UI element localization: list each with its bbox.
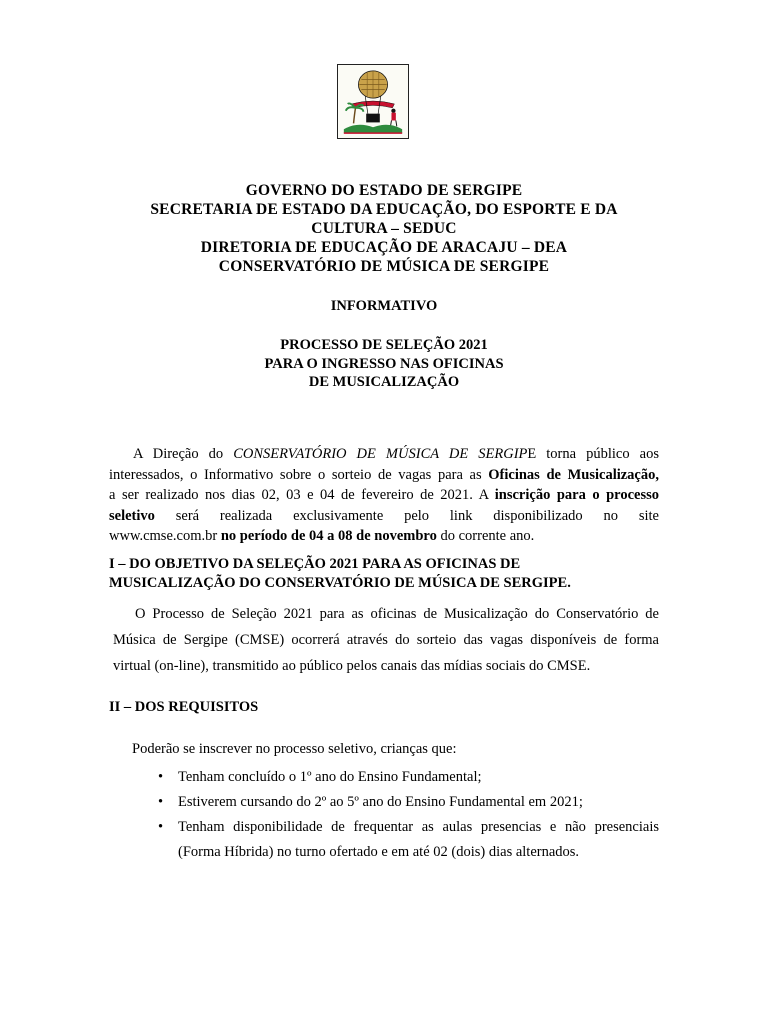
section-1-title (109, 555, 669, 592)
requirement-text: Tenham concluído o 1º ano do Ensino Fundamental; (178, 769, 482, 785)
section-1-paragraph (113, 601, 659, 679)
process-title-line-1: PROCESSO DE SELEÇÃO 2021 (280, 337, 488, 353)
document-type-title: INFORMATIVO (330, 298, 438, 314)
header-line-secretariat: SECRETARIA DE ESTADO DA EDUCAÇÃO, DO ESPORTE E DA (150, 201, 618, 218)
institution-header (0, 181, 768, 276)
list-item (158, 790, 659, 815)
intro-text: a ser realizado nos dias 02, 03 e 04 de fevereiro de 2021. A (109, 487, 495, 503)
conservatory-name-italic: CONSERVATÓRIO DE MÚSICA DE SERGIP (233, 446, 528, 462)
section-1-title-line-2: MUSICALIZAÇÃO DO CONSERVATÓRIO DE MÚSICA DE SERGIPE. (109, 574, 571, 591)
intro-line-2 (109, 465, 659, 486)
section-2-title: II – DOS REQUISITOS (109, 699, 259, 715)
process-title-line-2: PARA O INGRESSO NAS OFICINAS (264, 355, 504, 372)
header-line-government: GOVERNO DO ESTADO DE SERGIPE (245, 182, 523, 199)
intro-line-3 (109, 485, 659, 506)
requirements-list (158, 765, 659, 865)
intro-line-4 (109, 506, 659, 527)
registration-period-bold: no período de 04 a 08 de novembro (220, 528, 437, 544)
section-1-line-2: Música de Sergipe (CMSE) ocorrerá através do sorteio das vagas disponíveis de forma (113, 632, 659, 648)
intro-text: interessados, o Informativo sobre o sorteio de vagas para as (109, 466, 489, 483)
registration-bold-cont: seletivo (109, 507, 155, 524)
section-1-title-line-1: I – DO OBJETIVO DA SELEÇÃO 2021 PARA AS OFICINAS DE (109, 556, 521, 572)
intro-line-5 (109, 526, 659, 547)
section-1-line-3: virtual (on-line), transmitido ao público pelos canais das mídias sociais do CMSE. (113, 658, 591, 674)
intro-paragraph (109, 444, 659, 547)
intro-text: E torna público aos (527, 446, 659, 462)
intro-line-1 (109, 444, 659, 465)
site-url: www.cmse.com.br (109, 528, 221, 544)
bullet: • (158, 794, 164, 810)
bullet: • (158, 819, 164, 835)
conservatory-coat-of-arms (337, 64, 409, 139)
bullet: • (158, 769, 164, 785)
registration-bold: inscrição para o processo (494, 487, 659, 503)
header-line-conservatory: CONSERVATÓRIO DE MÚSICA DE SERGIPE (218, 258, 550, 275)
requirement-text-cont: (Forma Híbrida) no turno ofertado e em até 02 (dois) dias alternados. (178, 844, 580, 860)
intro-text: do corrente ano. (436, 528, 535, 544)
workshops-name-bold: Oficinas de Musicalização, (488, 466, 659, 483)
process-title (0, 336, 768, 392)
list-item (158, 815, 659, 865)
intro-text: será realizada exclusivamente pelo link disponibilizado no site (154, 507, 659, 524)
requirements-intro: Poderão se inscrever no processo seletivo, crianças que: (132, 741, 457, 757)
requirement-text: Estiverem cursando do 2º ao 5º ano do Ensino Fundamental em 2021; (178, 794, 583, 810)
intro-text: A Direção do (133, 446, 234, 462)
list-item (158, 765, 659, 790)
process-title-line-3: DE MUSICALIZAÇÃO (308, 374, 460, 390)
header-line-seduc: CULTURA – SEDUC (311, 220, 457, 237)
header-line-directorate: DIRETORIA DE EDUCAÇÃO DE ARACAJU – DEA (200, 239, 568, 256)
section-1-line-1: O Processo de Seleção 2021 para as oficinas de Musicalização do Conservatório de (135, 606, 659, 622)
conservatory-coat-of-arms-icon (338, 65, 408, 138)
requirement-text: Tenham disponibilidade de frequentar as aulas presencias e não presenciais (178, 819, 659, 835)
